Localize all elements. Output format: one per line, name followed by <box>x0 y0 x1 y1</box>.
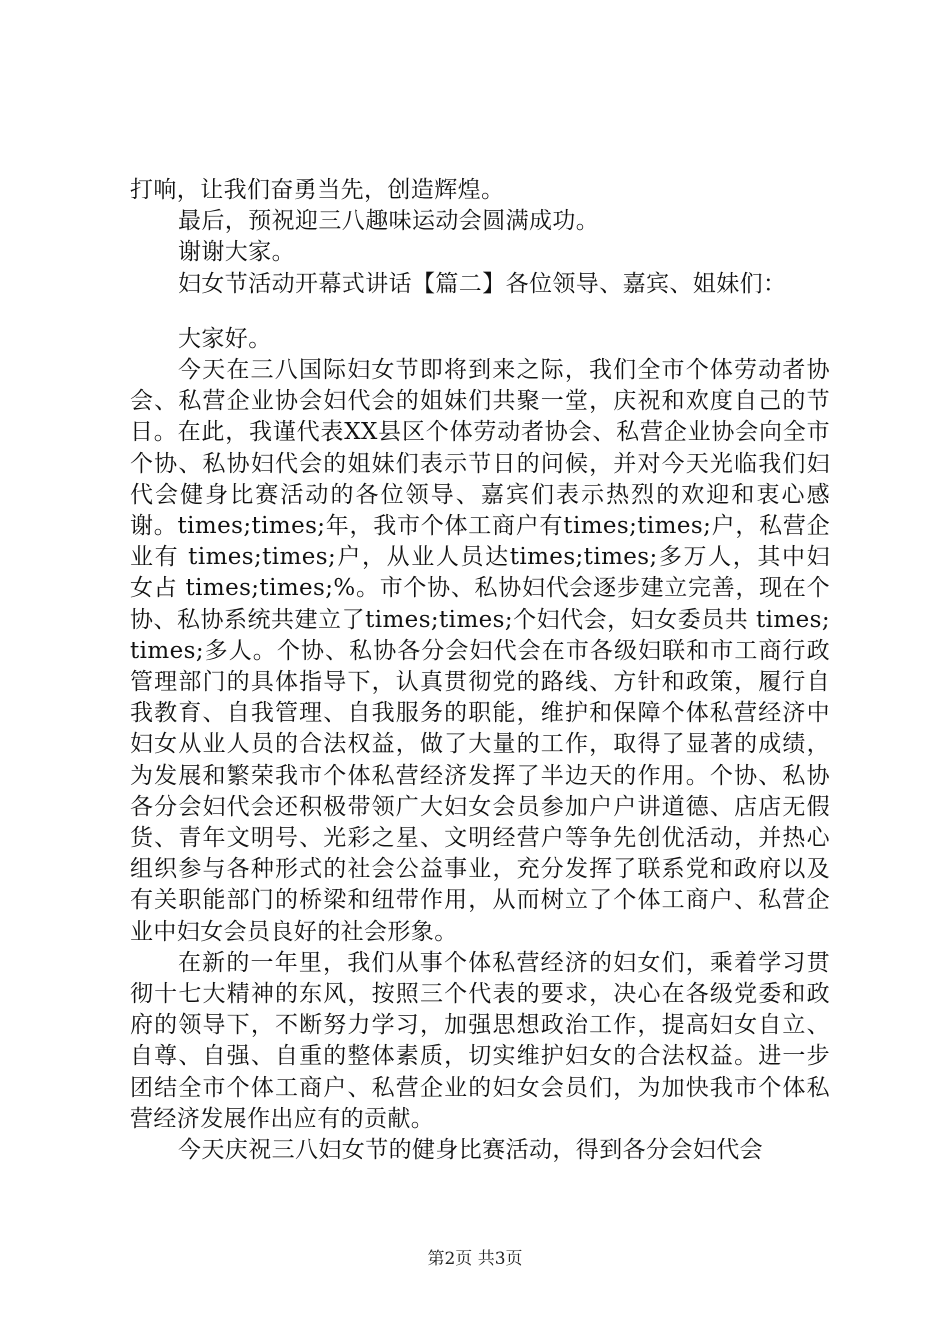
page-number-footer: 第2页 共3页 <box>427 1249 523 1269</box>
paragraph-main-body: 今天在三八国际妇女节即将到来之际，我们全市个体劳动者协会、私营企业协会妇代会的姐妹们共聚一堂，庆祝和欢度自己的节日。在此，我谨代表XX县区个体劳动者协会、私营企业协会向全市个协、私协妇代会的姐妹们表示节日的问候，并对今天光临我们妇代会健身比赛活动的各位领导、嘉宾们表示热烈的欢迎和衷心感谢。times;times;年，我市个体工商户有times;times;户，私营企业有 times;times;户，从业人员达times;times;多万人，其中妇女占 times;times;%。市个协、私协妇代会逐步建立完善，现在个协、私协系统共建立了times;times;个妇代会，妇女委员共 times;times;多人。个协、私协各分会妇代会在市各级妇联和市工商行政管理部门的具体指导下，认真贯彻党的路线、方针和政策，履行自我教育、自我管理、自我服务的职能，维护和保障个体私营经济中妇女从业人员的合法权益，做了大量的工作，取得了显著的成绩，为发展和繁荣我市个体私营经济发挥了半边天的作用。个协、私协各分会妇代会还积极带领广大妇女会员参加户户讲道德、店店无假货、青年文明号、光彩之星、文明经营户等争先创优活动，并热心组织参与各种形式的社会公益事业，充分发挥了联系党和政府以及有关职能部门的桥梁和纽带作用，从而树立了个体工商户、私营企业中妇女会员良好的社会形象。 <box>130 357 830 945</box>
paragraph-greeting: 大家好。 <box>178 325 272 352</box>
paragraph-closing-line: 打响，让我们奋勇当先，创造辉煌。 <box>130 177 505 203</box>
paragraph-new-year: 在新的一年里，我们从事个体私营经济的妇女们，乘着学习贯彻十七大精神的东风，按照三个代表的要求，决心在各级党委和政府的领导下，不断努力学习，加强思想政治工作，提高妇女自立、自尊、自强、自重的整体素质，切实维护妇女的合法权益。进一步团结全市个体工商户、私营企业的妇女会员们，为加快我市个体私营经济发展作出应有的贡献。 <box>130 949 830 1132</box>
document-body <box>130 175 830 1166</box>
paragraph-wishes: 最后，预祝迎三八趣味运动会圆满成功。 <box>178 208 600 235</box>
paragraph-continuation: 今天庆祝三八妇女节的健身比赛活动，得到各分会妇代会 <box>178 1137 763 1164</box>
paragraph-thanks: 谢谢大家。 <box>178 239 295 266</box>
paragraph-section-heading: 妇女节活动开幕式讲话【篇二】各位领导、嘉宾、姐妹们： <box>178 270 787 297</box>
